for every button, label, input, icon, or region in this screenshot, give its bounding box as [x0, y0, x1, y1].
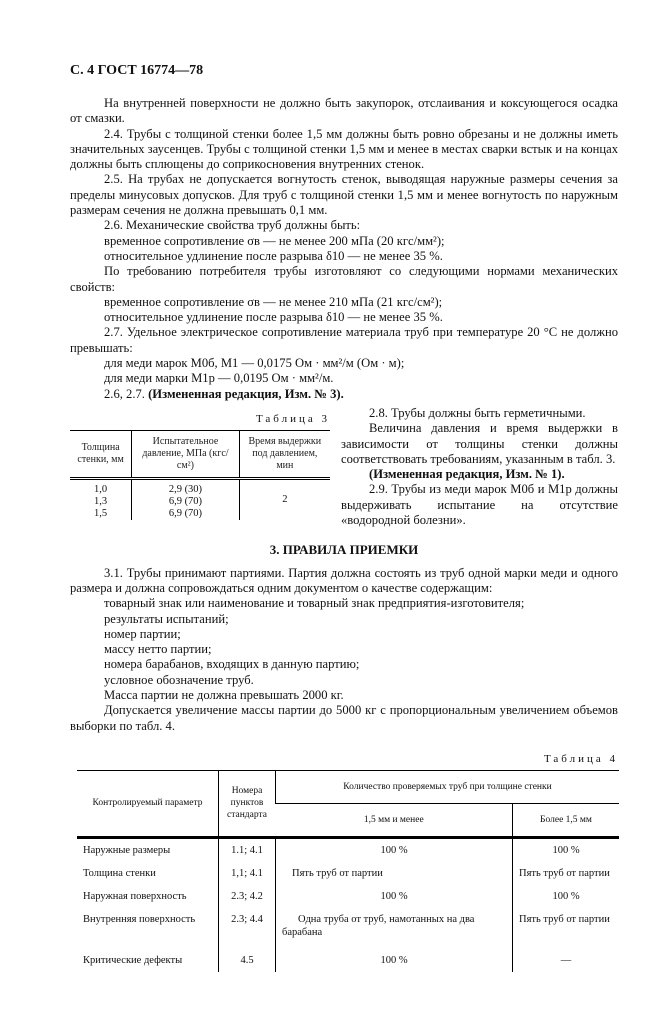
table-cell: Одна труба от труб, намотанных на два барабана [276, 908, 513, 949]
table-cell: 1,1; 4.1 [219, 862, 276, 885]
table-cell: Критические дефекты [83, 954, 183, 966]
table-cell: Пять труб от партии [276, 862, 513, 885]
table-3-caption: Таблица 3 [255, 412, 330, 425]
table-row [77, 862, 619, 885]
table-cell: 1,5 [94, 507, 108, 519]
table-3-header: Время выдержки под давлением, мин [239, 430, 330, 478]
section-heading: 3. ПРАВИЛА ПРИЕМКИ [269, 542, 419, 558]
list-item: номер партии; [104, 626, 181, 641]
amendment-note: (Измененная редакция, Изм. № 3). [148, 386, 344, 401]
paragraph: временное сопротивление σв — не менее 210 мПа (21 кгс/см²); [104, 294, 443, 309]
paragraph: для меди марки М1р — 0,0195 Ом · мм²/м. [104, 371, 334, 386]
list-item: условное обозначение труб. [104, 672, 254, 687]
table-4-header: Номера пунктов стандарта [219, 770, 276, 837]
table-3 [70, 430, 330, 520]
table-4-header: 1,5 мм и менее [363, 814, 424, 825]
paragraph: По требованию потребителя трубы изготовляют со следующими нормами механических свойств: [70, 264, 618, 294]
table-4-header: Количество проверяемых труб при толщине стенки [276, 770, 620, 803]
section-2-text [70, 96, 618, 402]
table-3-header: Толщина стенки, мм [77, 441, 124, 465]
table-cell: Наружная поверхность [83, 890, 187, 902]
table-cell: 2.3; 4.2 [219, 885, 276, 908]
paragraph: временное сопротивление σв — не менее 200 мПа (20 кгс/мм²); [104, 233, 445, 248]
table-cell: — [513, 949, 620, 972]
table-cell: 100 % [276, 885, 513, 908]
section-2-right-column [341, 406, 618, 528]
table-cell: Пять труб от партии [513, 862, 620, 885]
table-cell: Толщина стенки [83, 867, 156, 879]
paragraph-2-8: 2.8. Трубы должны быть герметичными. [369, 405, 586, 420]
table-cell: 100 % [513, 885, 620, 908]
paragraph: На внутренней поверхности не должно быть закупорок, отслаивания и коксующегося осадка от смазки. [70, 96, 618, 126]
paragraph: относительное удлинение после разрыва δ10 — не менее 35 %. [104, 310, 443, 325]
table-4-header: Контролируемый параметр [92, 798, 203, 809]
table-cell: 2,9 (30) [168, 483, 203, 495]
list-item: массу нетто партии; [104, 642, 212, 657]
table-4-caption: Таблица 4 [543, 752, 618, 765]
table-cell: 2 [239, 478, 330, 520]
table-cell: 1,0 [94, 483, 108, 495]
amendment-number: 2.6, 2.7. [104, 386, 145, 401]
table-4-header: Более 1,5 мм [513, 803, 620, 837]
paragraph-2-9: 2.9. Трубы из меди марок М0б и М1р должны выдерживать испытание на отсутствие «водородной болезни». [341, 482, 618, 528]
table-4-block [70, 752, 618, 972]
paragraph-2-7: 2.7. Удельное электрическое сопротивление материала труб при температуре 20 °С не должно превышать: [70, 325, 618, 355]
table-cell: 6,9 (70) [168, 495, 203, 507]
section-3-text [70, 566, 618, 734]
paragraph-2-4: 2.4. Трубы с толщиной стенки более 1,5 мм должны быть ровно обрезаны и не должны иметь значительных заусенцев. Трубы с толщиной стенки 1,5 мм и менее в местах сварки встык и на концах должны быть сплющены до соприкосновения внутренних стенок. [70, 126, 618, 172]
table-3-and-right-column [70, 406, 618, 528]
table-cell: 100 % [276, 949, 513, 972]
paragraph: Величина давления и время выдержки в зависимости от толщины стенки должны соответствовать требованиям, указанным в табл. 3. [341, 421, 618, 466]
list-item: результаты испытаний; [104, 611, 229, 626]
table-cell: Внутренняя поверхность [83, 913, 196, 925]
table-row [77, 837, 619, 862]
table-4 [77, 770, 619, 972]
table-cell: Наружные размеры [83, 844, 171, 856]
table-cell: Пять труб от партии [513, 908, 620, 949]
table-cell: 2.3; 4.4 [219, 908, 276, 949]
table-3-header: Испытательное давление, МПа (кгс/см²) [132, 430, 239, 478]
page-header: С. 4 ГОСТ 16774—78 [70, 63, 204, 78]
paragraph-3-1: 3.1. Трубы принимают партиями. Партия должна состоять из труб одной марки меди и одного размера и должна сопровождаться одним документом о качестве содержащим: [70, 565, 618, 595]
amendment-note: (Измененная редакция, Изм. № 1). [369, 467, 565, 482]
list-item: номера барабанов, входящих в данную партию; [104, 657, 360, 672]
table-row [77, 885, 619, 908]
paragraph: для меди марок М0б, М1 — 0,0175 Ом · мм²/м (Ом · м); [104, 356, 405, 371]
list-item: товарный знак или наименование и товарный знак предприятия-изготовителя; [104, 596, 525, 611]
paragraph: относительное удлинение после разрыва δ10 — не менее 35 %. [104, 248, 443, 263]
paragraph: Масса партии не должна превышать 2000 кг. [104, 687, 344, 702]
table-cell: 100 % [513, 837, 620, 862]
table-3-block [70, 406, 330, 520]
table-cell: 1,3 [94, 495, 108, 507]
table-cell: 4.5 [219, 949, 276, 972]
paragraph: Допускается увеличение массы партии до 5000 кг с пропорциональным увеличением объемов выборки по табл. 4. [70, 703, 618, 733]
table-row [77, 908, 619, 949]
paragraph-2-5: 2.5. На трубах не допускается вогнутость стенок, выводящая наружные размеры сечения за пределы минусовых допусков. Для труб с толщиной стенки 1,5 мм и менее вогнутость по наружным размерам сечения не должна превышать 0,1 мм. [70, 172, 618, 218]
table-row [77, 949, 619, 972]
paragraph-2-6: 2.6. Механические свойства труб должны быть: [104, 218, 361, 233]
table-cell: 6,9 (70) [168, 507, 203, 519]
table-cell: 100 % [276, 837, 513, 862]
table-cell: 1.1; 4.1 [219, 837, 276, 862]
